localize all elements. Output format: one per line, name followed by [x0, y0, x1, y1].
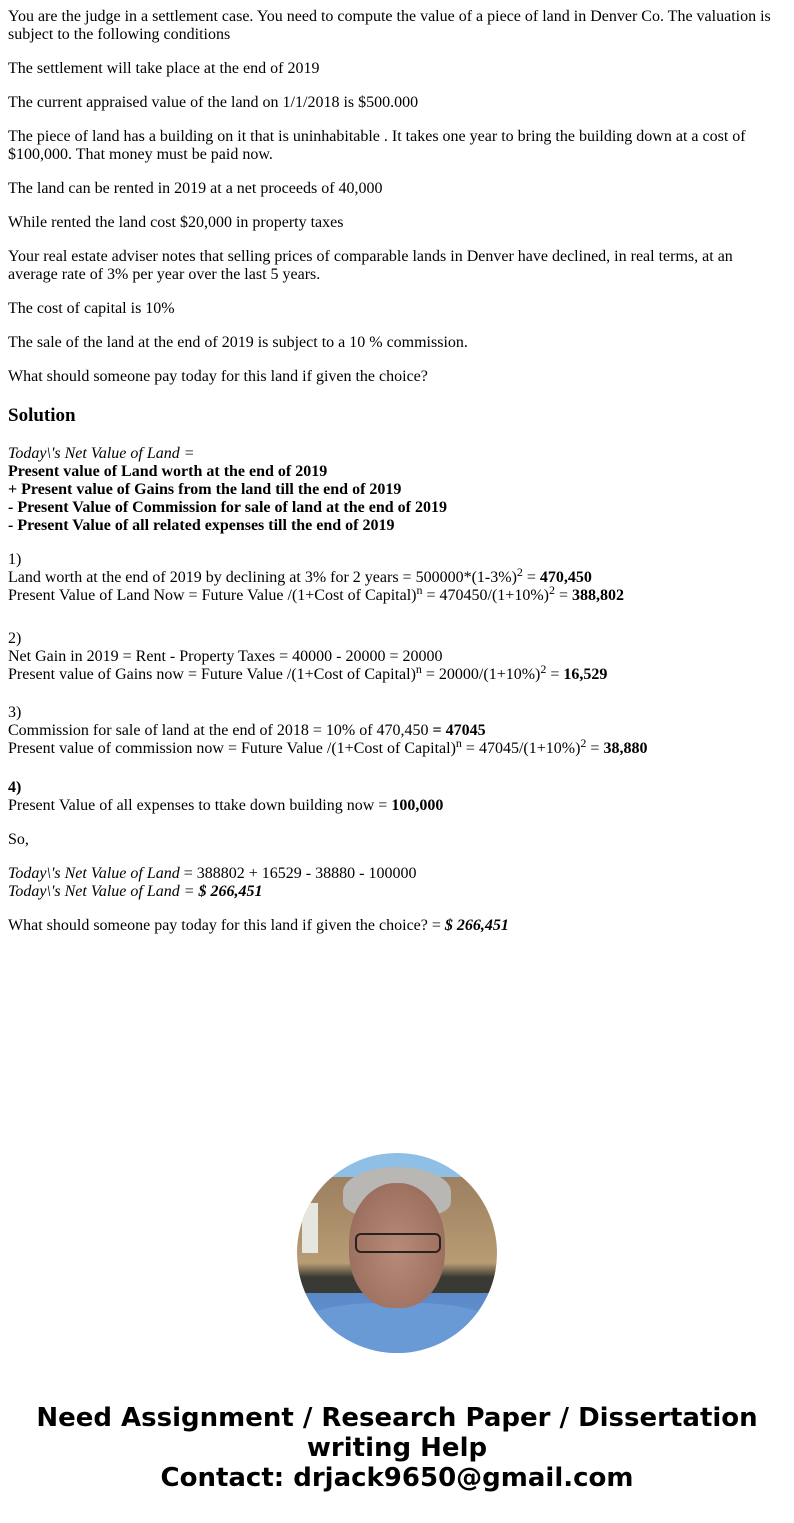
final-computation	[8, 865, 788, 901]
step-3	[8, 704, 788, 758]
condition-rent: The land can be rented in 2019 at a net proceeds of 40,000	[8, 180, 383, 197]
step-line: Present Value of all expenses to ttake down building now = 100,000	[8, 797, 444, 814]
step-label: 1)	[8, 551, 22, 568]
final-result: $ 266,451	[198, 883, 263, 900]
promo-line: Need Assignment / Research Paper / Dissertation	[36, 1403, 758, 1433]
step-result: = 47045	[432, 722, 486, 739]
so-label: So,	[8, 831, 29, 848]
avatar-glasses-icon	[355, 1233, 441, 1253]
step-4	[8, 779, 788, 815]
question-prompt: What should someone pay today for this land if given the choice?	[8, 368, 428, 385]
condition-cost-of-capital: The cost of capital is 10%	[8, 300, 175, 317]
step-2	[8, 630, 788, 684]
wall-switch-panel	[302, 1203, 318, 1253]
step-line: Present Value of Land Now = Future Value /(1+Cost of Capital)$^n$ = $470450/(1+10\%)^2 = 388,802$	[8, 583, 625, 604]
promo-line: writing Help	[306, 1433, 488, 1463]
avatar-shirt	[297, 1303, 497, 1353]
condition-price-decline: Your real estate adviser notes that selling prices of comparable lands in Denver have declined, in real terms, at an average rate of 3% per year over the last 5 years.	[8, 248, 733, 283]
final-answer: What should someone pay today for this land if given the choice? = $ 266,451	[8, 917, 509, 934]
step-line: Net Gain in 2019 = Rent - Property Taxes = 40000 - 20000 = 20000	[8, 648, 443, 665]
step-line: Present value of Gains now = Future Value /(1+Cost of Capital)$^n$ = $20000/(1+10\%)^2 = 16,529$	[8, 662, 608, 683]
condition-appraised-value: The current appraised value of the land on 1/1/2018 is $500.000	[8, 94, 419, 111]
step-line: Commission for sale of land at the end of 2018 = 10% of 470,450 = 47045	[8, 722, 486, 739]
step-label: 2)	[8, 630, 22, 647]
formula-lhs: Today\'s Net Value of Land =	[8, 445, 195, 462]
author-avatar	[297, 1153, 497, 1353]
condition-taxes: While rented the land cost $20,000 in property taxes	[8, 214, 344, 231]
step-result: 38,880	[603, 740, 648, 757]
formula-line: - Present Value of all related expenses till the end of 2019	[8, 517, 395, 534]
condition-commission: The sale of the land at the end of 2019 is subject to a 10 % commission.	[8, 334, 468, 351]
step-result: 16,529	[563, 666, 608, 683]
step-result: 470,450	[539, 569, 592, 586]
condition-settlement-date: The settlement will take place at the end of 2019	[8, 60, 320, 77]
answer-value: $ 266,451	[444, 917, 509, 934]
step-line: Land worth at the end of 2019 by declining at 3% for 2 years = $500000*(1-3\%)^2 = 470,450$	[8, 565, 592, 586]
formula-block	[8, 445, 788, 535]
formula-line: Present value of Land worth at the end of 2019	[8, 463, 328, 480]
step-result: 388,802	[572, 587, 625, 604]
formula-line: + Present value of Gains from the land till the end of 2019	[8, 481, 402, 498]
step-result: 100,000	[391, 797, 444, 814]
step-1	[8, 551, 788, 605]
step-line: Present value of commission now = Future Value /(1+Cost of Capital)$^n$ = $47045/(1+10\%)^2 = 38,880$	[8, 736, 648, 757]
question-intro: You are the judge in a settlement case. You need to compute the value of a piece of land in Denver Co. The valuation is subject to the following conditions	[8, 8, 771, 43]
step-label: 3)	[8, 704, 22, 721]
condition-building: The piece of land has a building on it that is uninhabitable . It takes one year to bring the building down at a cost of $100,000. That money must be paid now.	[8, 128, 746, 163]
promo-banner	[0, 1403, 794, 1493]
final-line: Today\'s Net Value of Land = $ 266,451	[8, 883, 263, 900]
promo-contact: Contact: drjack9650@gmail.com	[160, 1463, 634, 1493]
solution-heading: Solution	[8, 405, 76, 426]
formula-line: - Present Value of Commission for sale of land at the end of 2019	[8, 499, 447, 516]
final-line: Today\'s Net Value of Land = 388802 + 16529 - 38880 - 100000	[8, 865, 417, 882]
step-label: 4)	[8, 779, 22, 796]
